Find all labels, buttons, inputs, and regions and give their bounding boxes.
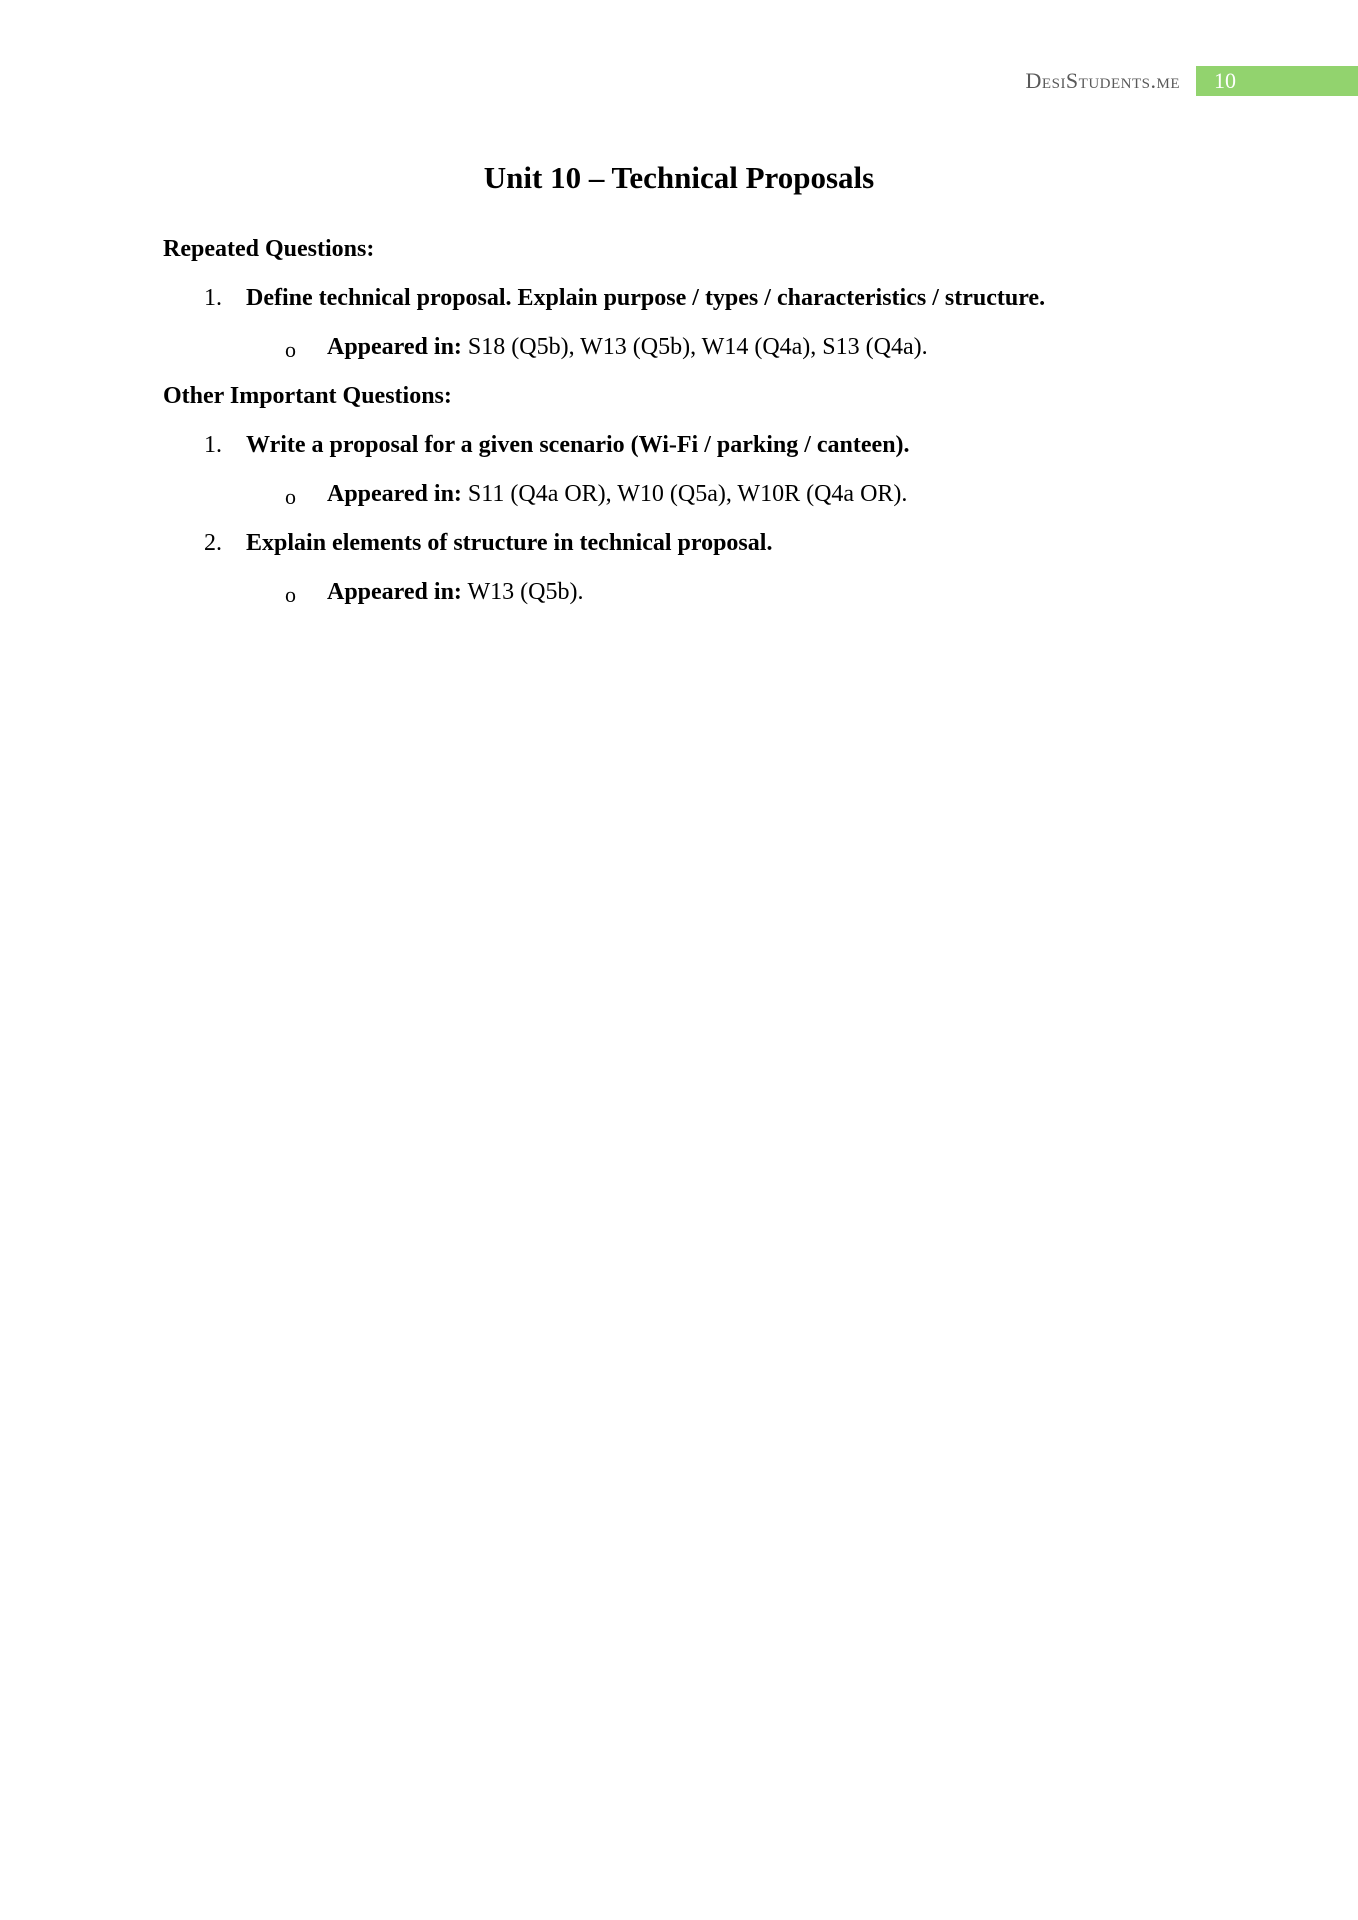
- section-heading-other: Other Important Questions:: [163, 383, 452, 409]
- appeared-label: Appeared in:: [327, 334, 462, 360]
- bullet-icon: o: [285, 484, 296, 509]
- appeared-label: Appeared in:: [327, 481, 462, 507]
- question-text: Write a proposal for a given scenario (Wi-Fi / parking / canteen).: [246, 432, 910, 458]
- appeared-value: S11 (Q4a OR), W10 (Q5a), W10R (Q4a OR).: [467, 481, 908, 507]
- site-name: DesiStudents.me: [1025, 68, 1180, 93]
- bullet-icon: o: [285, 582, 296, 607]
- appeared-value: S18 (Q5b), W13 (Q5b), W14 (Q4a), S13 (Q4a).: [467, 334, 928, 360]
- question-text: Define technical proposal. Explain purpose / types / characteristics / structure.: [246, 285, 1046, 311]
- appeared-in-line: [327, 481, 907, 508]
- page-number: 10: [1196, 66, 1358, 96]
- appeared-in-line: [327, 334, 928, 361]
- page-title: Unit 10 – Technical Proposals: [483, 160, 875, 195]
- appeared-label: Appeared in:: [327, 579, 462, 605]
- appeared-value: W13 (Q5b).: [467, 579, 584, 605]
- question-number: 1.: [204, 285, 222, 311]
- bullet-icon: o: [285, 337, 296, 362]
- appeared-in-line: [327, 579, 583, 606]
- section-heading-repeated: Repeated Questions:: [163, 236, 375, 262]
- page-header: [1026, 66, 1358, 96]
- question-number: 2.: [204, 530, 222, 556]
- question-number: 1.: [204, 432, 222, 458]
- question-text: Explain elements of structure in technical proposal.: [246, 530, 773, 556]
